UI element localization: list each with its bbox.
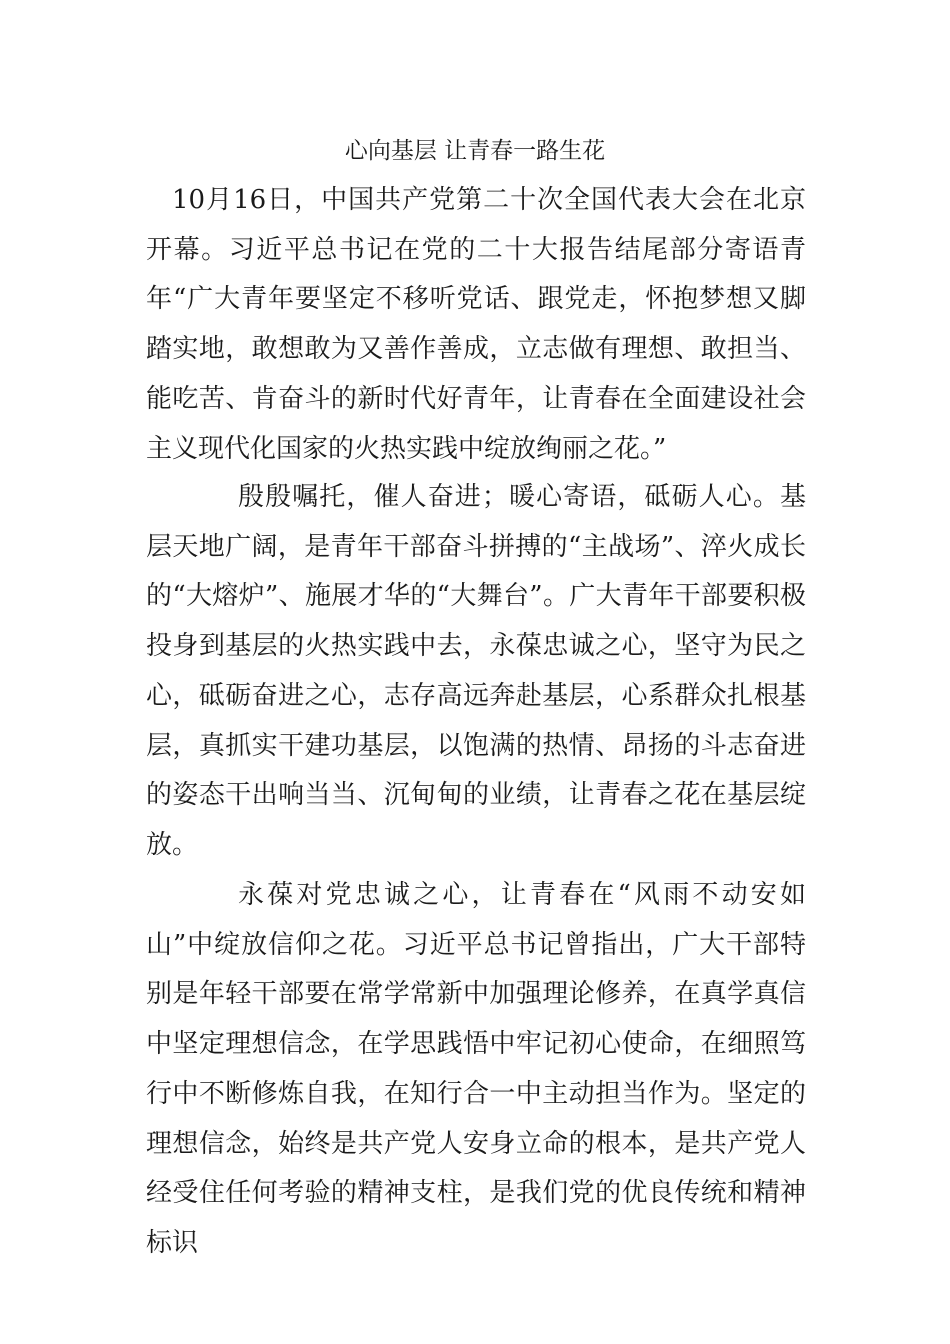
paragraph-2: 殷殷嘱托，催人奋进；暖心寄语，砥砺人心。基层天地广阔，是青年干部奋斗拼搏的“主战场”、淬火成长的“大熔炉”、施展才华的“大舞台”。广大青年干部要积极投身到基层的火热实践中去，永葆忠诚之心，坚守为民之心，砥砺奋进之心，志存高远奔赴基层，心系群众扎根基层，真抓实干建功基层，以饱满的热情、昂扬的斗志奋进的姿态干出响当当、沉甸甸的业绩，让青春之花在基层绽放。 <box>146 482 806 860</box>
paragraph-3: 永葆对党忠诚之心，让青春在“风雨不动安如山”中绽放信仰之花。习近平总书记曾指出，广大干部特别是年轻干部要在常学常新中加强理论修养，在真学真信中坚定理想信念，在学思践悟中牢记初心使命，在细照笃行中不断修炼自我，在知行合一中主动担当作为。坚定的理想信念，始终是共产党人安身立命的根本，是共产党人经受住任何考验的精神支柱，是我们党的优良传统和精神标识 <box>146 880 806 1258</box>
paragraph-1: 10月16日，中国共产党第二十次全国代表大会在北京开幕。习近平总书记在党的二十大报告结尾部分寄语青年“广大青年要坚定不移听党话、跟党走，怀抱梦想又脚踏实地，敢想敢为又善作善成，立志做有理想、敢担当、能吃苦、肯奋斗的新时代好青年，让青春在全面建设社会主义现代化国家的火热实践中绽放绚丽之花。” <box>146 185 806 464</box>
document-title: 心向基层 让青春一路生花 <box>344 138 606 164</box>
